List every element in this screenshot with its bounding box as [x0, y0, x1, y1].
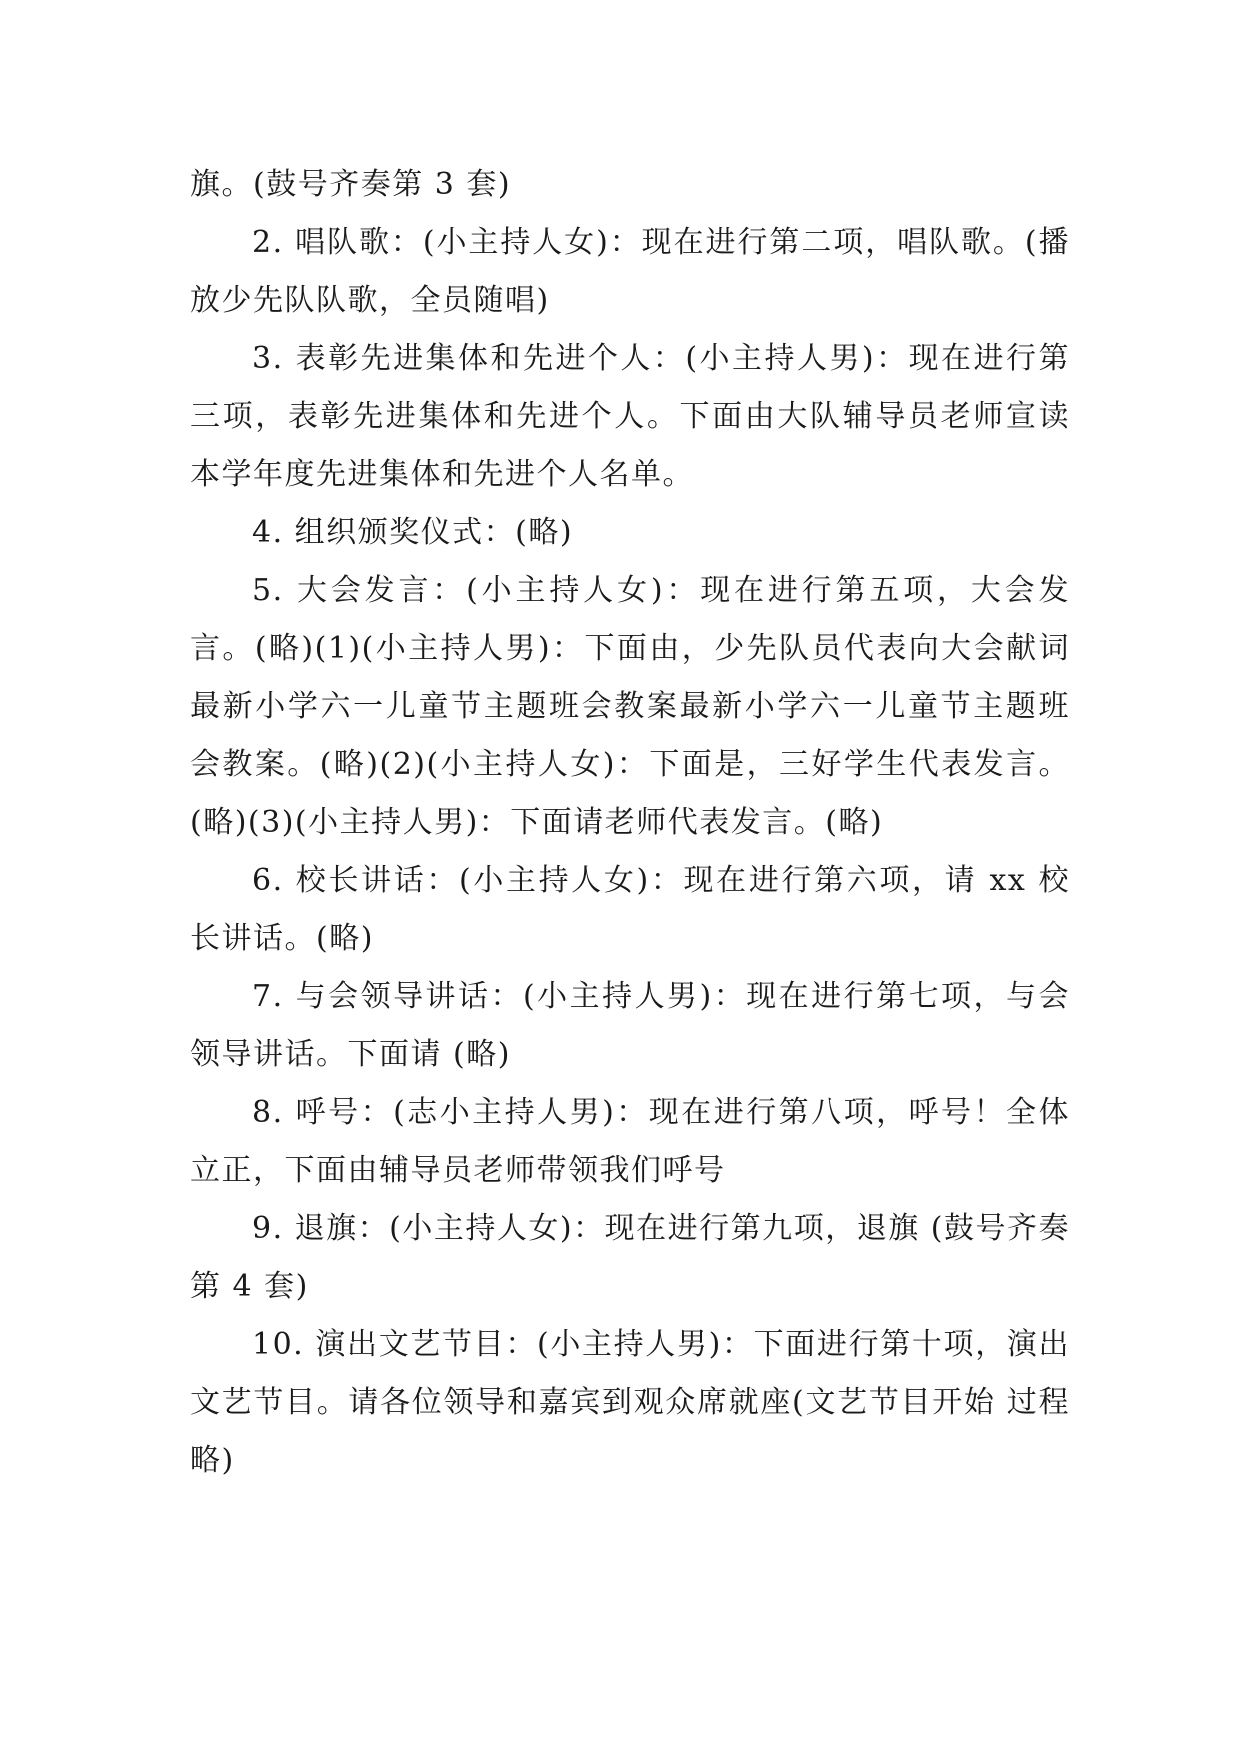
paragraph-continuation: 旗。(鼓号齐奏第 3 套): [190, 167, 512, 202]
document-body: [190, 156, 1070, 1490]
paragraph-item-3: 3. 表彰先进集体和先进个人：(小主持人男)：现在进行第三项，表彰先进集体和先进个人。下面由大队辅导员老师宣读本学年度先进集体和先进个人名单。: [190, 341, 1070, 492]
paragraph-item-8: 8. 呼号：(志小主持人男)：现在进行第八项，呼号！全体立正，下面由辅导员老师带领我们呼号: [190, 1095, 1070, 1188]
paragraph-item-10: 10. 演出文艺节目：(小主持人男)：下面进行第十项，演出文艺节目。请各位领导和嘉宾到观众席就座(文艺节目开始 过程略): [190, 1327, 1070, 1478]
paragraph-item-5: 5. 大会发言：(小主持人女)：现在进行第五项，大会发言。(略)(1)(小主持人男)：下面由，少先队员代表向大会献词最新小学六一儿童节主题班会教案最新小学六一儿童节主题班会教案。(略)(2)(小主持人女)：下面是，三好学生代表发言。(略)(3)(小主持人男)：下面请老师代表发言。(略): [190, 573, 1070, 840]
paragraph-item-4: 4. 组织颁奖仪式：(略): [252, 515, 574, 550]
paragraph-item-9: 9. 退旗：(小主持人女)：现在进行第九项，退旗 (鼓号齐奏 第 4 套): [190, 1211, 1070, 1304]
paragraph-item-6: 6. 校长讲话：(小主持人女)：现在进行第六项，请 xx 校长讲话。(略): [190, 863, 1070, 956]
paragraph-item-2: 2. 唱队歌：(小主持人女)：现在进行第二项，唱队歌。(播放少先队队歌，全员随唱): [190, 225, 1070, 318]
paragraph-item-7: 7. 与会领导讲话：(小主持人男)：现在进行第七项，与会领导讲话。下面请 (略): [190, 979, 1070, 1072]
